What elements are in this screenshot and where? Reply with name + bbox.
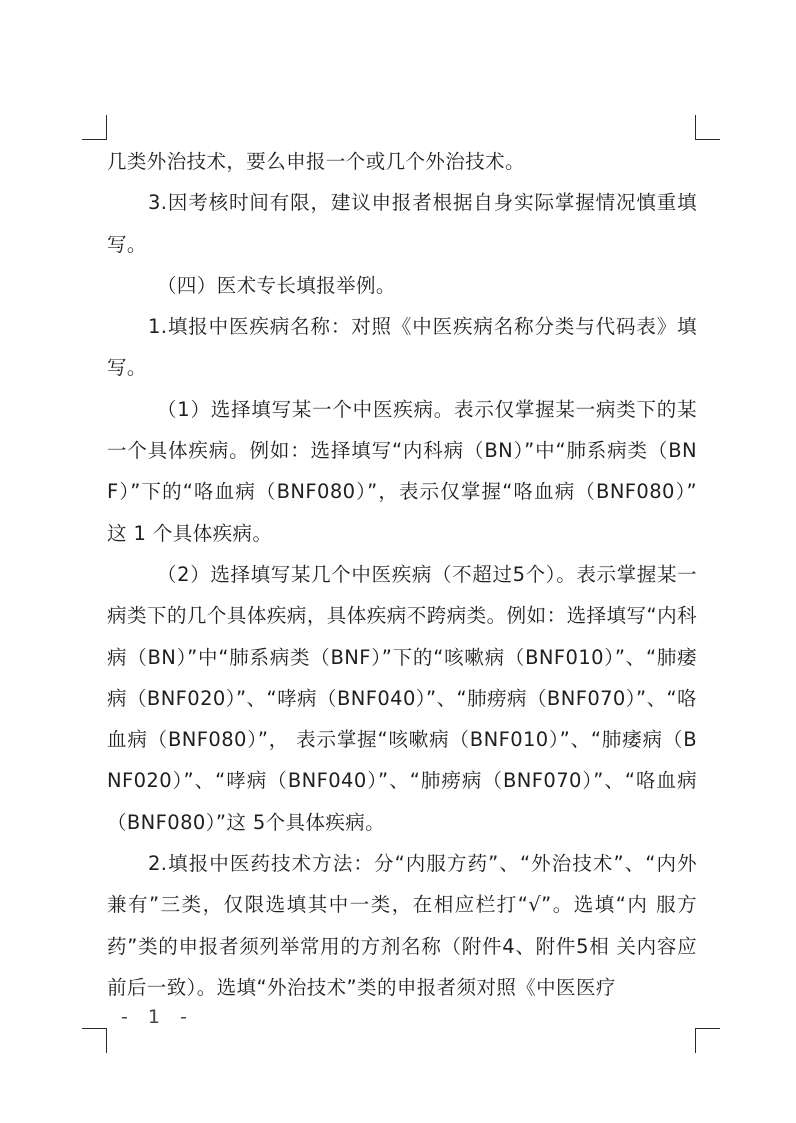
crop-mark-top-left (82, 115, 107, 140)
paragraph-sub-1: （1）选择填写某一个中医疾病。表示仅掌握某一病类下的某一个具体疾病。例如：选择填写“内科病（BN）”中“肺系病类（BNF）”下的“咯血病（BNF080）”，表示仅掌握“咯血病（BNF080）” 这 1 个具体疾病。 (107, 397, 697, 545)
crop-mark-bottom-right (695, 1028, 720, 1053)
section-heading-4: （四）医术专长填报举例。 (157, 273, 396, 297)
paragraph-item-1: 1.填报中医疾病名称：对照《中医疾病名称分类与代码表》填写。 (107, 315, 697, 380)
crop-mark-top-right (695, 115, 720, 140)
page-number: - 1 - (121, 1006, 194, 1028)
paragraph-item-2: 2.填报中医药技术方法：分“内服方药”、“外治技术”、“内外兼有”三类，仅限选填其中一类，在相应栏打“√”。选填“内 服方药”类的申报者须列举常用的方剂名称（附件4、附件5相 关内容应前后一致）。选填“外治技术”类的申报者须对照《中医医疗 (107, 852, 697, 999)
crop-mark-bottom-left (82, 1028, 107, 1053)
paragraph-continuation: 几类外治技术，要么申报一个或几个外治技术。 (107, 150, 525, 173)
paragraph-item-3: 3.因考核时间有限，建议申报者根据自身实际掌握情况慎重填写。 (107, 191, 697, 256)
paragraph-sub-2: （2）选择填写某几个中医疾病（不超过5个）。表示掌握某一病类下的几个具体疾病，具体疾病不跨病类。例如：选择填写“内科病（BN）”中“肺系病类（BNF）”下的“咳嗽病（BNF010）”、“肺痿病（BNF020）”、“哮病（BNF040）”、“肺痨病（BNF070）”、“咯血病（BNF080）”， 表示掌握“咳嗽病（BNF010）”、“肺痿病（BNF020）”、“哮病（BNF040）”、“肺痨病（BNF070）”、“咯血病（BNF080）”这 5个具体疾病。 (107, 562, 697, 834)
document-body (107, 141, 697, 1008)
